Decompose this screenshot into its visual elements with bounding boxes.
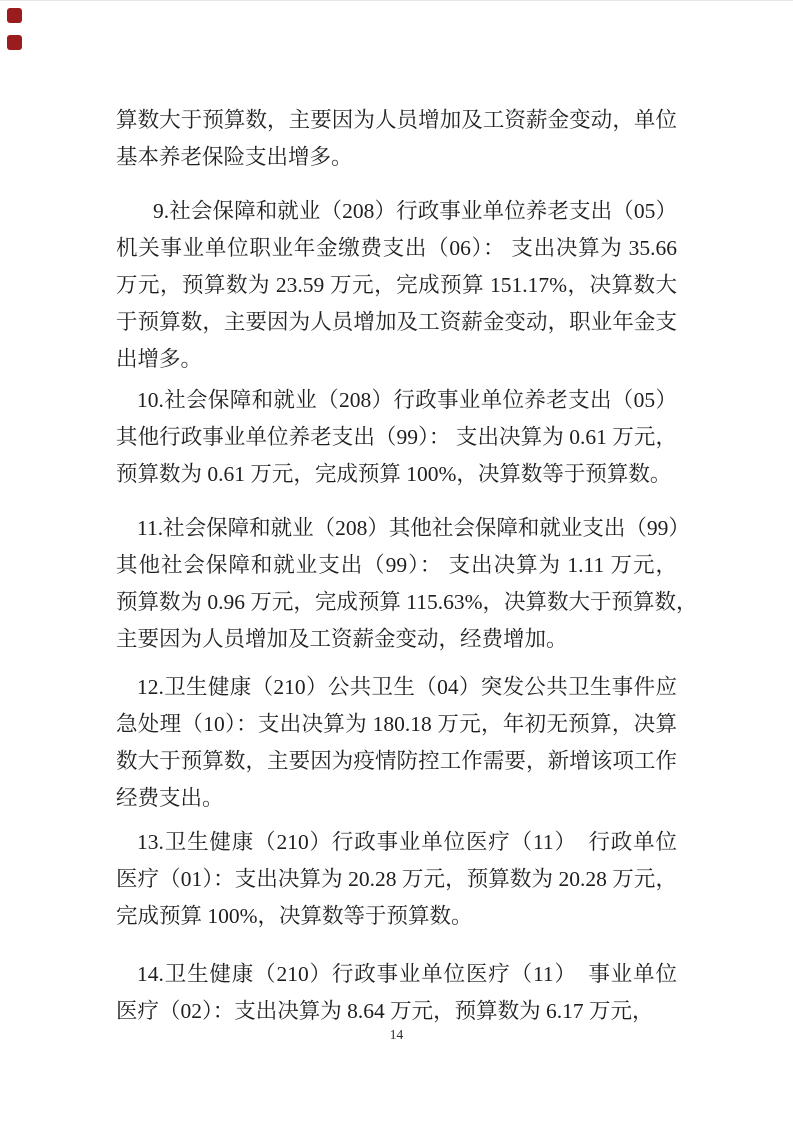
paragraph [116, 102, 677, 176]
text-line: 12.卫生健康（210）公共卫生（04）突发公共卫生事件应 [137, 675, 677, 699]
text-line: 主要因为人员增加及工资薪金变动，经费增加。 [116, 627, 568, 651]
text-line: 预算数为 0.96 万元，完成预算 115.63%，决算数大于预算数， [116, 590, 698, 614]
paragraph [116, 382, 677, 493]
text-line: 9.社会保障和就业（208）行政事业单位养老支出（05） [153, 199, 677, 223]
text-line: 出增多。 [116, 347, 203, 371]
text-line: 13.卫生健康（210）行政事业单位医疗（11） 行政单位 [137, 830, 677, 854]
text-line: 预算数为 0.61 万元，完成预算 100%，决算数等于预算数。 [116, 462, 672, 486]
paragraph [116, 193, 677, 378]
text-line: 急处理（10）：支出决算为 180.18 万元，年初无预算，决算 [116, 712, 677, 736]
text-line: 10.社会保障和就业（208）行政事业单位养老支出（05） [137, 388, 677, 412]
text-line: 机关事业单位职业年金缴费支出（06）： 支出决算为 35.66 [116, 236, 677, 260]
text-line: 医疗（02）：支出决算为 8.64 万元，预算数为 6.17 万元， [116, 999, 654, 1023]
page-number: 14 [389, 1027, 404, 1042]
text-line: 完成预算 100%，决算数等于预算数。 [116, 904, 473, 928]
text-line: 医疗（01）：支出决算为 20.28 万元，预算数为 20.28 万元， [116, 867, 677, 891]
text-line: 于预算数，主要因为人员增加及工资薪金变动，职业年金支 [116, 310, 677, 334]
text-line: 数大于预算数，主要因为疫情防控工作需要，新增该项工作 [116, 749, 677, 773]
paragraph [116, 510, 698, 658]
text-line: 万元，预算数为 23.59 万元，完成预算 151.17%，决算数大 [116, 273, 677, 297]
text-line: 经费支出。 [116, 786, 224, 810]
text-line: 其他社会保障和就业支出（99）： 支出决算为 1.11 万元， [116, 553, 677, 577]
text-line: 基本养老保险支出增多。 [116, 145, 353, 169]
text-line: 14.卫生健康（210）行政事业单位医疗（11） 事业单位 [137, 962, 677, 986]
text-line: 其他行政事业单位养老支出（99）： 支出决算为 0.61 万元， [116, 425, 677, 449]
text-line: 11.社会保障和就业（208）其他社会保障和就业支出（99） [137, 516, 690, 540]
paragraph [116, 824, 677, 935]
document-body-text [116, 102, 698, 1030]
paragraph [116, 956, 677, 1030]
red-seal-mark-icon [7, 35, 22, 50]
red-seal-mark-icon [7, 8, 22, 23]
paragraph [116, 669, 677, 817]
text-line: 算数大于预算数，主要因为人员增加及工资薪金变动，单位 [116, 108, 677, 132]
